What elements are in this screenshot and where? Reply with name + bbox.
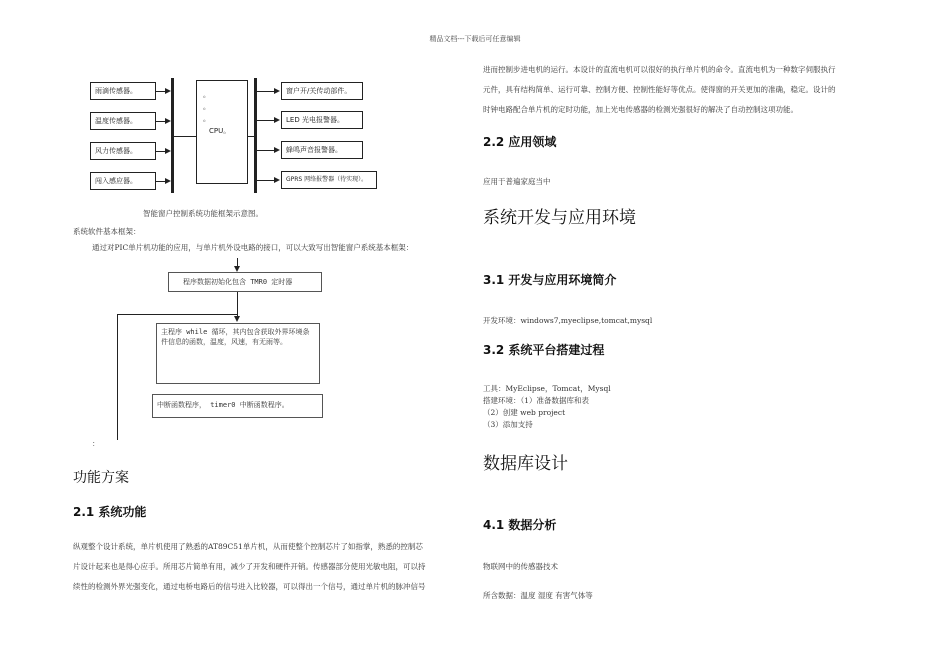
platform-setup-steps [483, 383, 611, 431]
sensor-box-wind: 风力传感器。 [90, 142, 156, 160]
heading-database-design: 数据库设计 [483, 454, 568, 474]
cpu-box [196, 80, 248, 184]
colon-mark: ： [92, 439, 100, 448]
heading-3-1-environment-intro: 3.1 开发与应用环境简介 [483, 273, 617, 287]
heading-2-2-application-field: 2.2 应用领域 [483, 135, 557, 149]
paragraph-line: 进而控制步进电机的运行。本设计的直流电机可以很好的执行单片机的命令。直流电机为一种数字伺服执行 [483, 65, 836, 74]
heading-3-2-platform-setup: 3.2 系统平台搭建过程 [483, 343, 605, 357]
flow-init-box: 程序数据初始化包含 TMR0 定时器 [168, 272, 322, 292]
sensor-box-intrusion: 闯入感应器。 [90, 172, 156, 190]
software-framework-label: 系统软件基本框架： [73, 227, 141, 236]
heading-function-scheme: 功能方案 [73, 470, 129, 486]
software-framework-desc: 通过对PIC单片机功能的应用，与单片机外设电路的接口，可以大致写出智能窗户系统基本框架： [92, 243, 414, 252]
dev-environment-text: 开发环境：windows7,myeclipse,tomcat,mysql [483, 316, 653, 325]
output-box-buzzer-alarm: 蜂鸣声音报警器。 [281, 141, 363, 159]
flow-loop-line [117, 314, 118, 440]
sensor-box-rain: 雨滴传感器。 [90, 82, 156, 100]
flow-main-loop-box: 主程序 while 循环，其内包含获取外界环境条件信息的函数，温度，风速，有无雨等。 [156, 323, 320, 384]
output-box-gprs-alarm: GPRS 网络报警器（待实现）。 [281, 171, 377, 189]
flow-interrupt-box: 中断函数程序， timer0 中断函数程序。 [152, 394, 323, 418]
application-text: 应用于普遍家庭当中 [483, 177, 551, 186]
iot-sensor-text: 物联网中的传感器技术 [483, 562, 558, 571]
setup-step: （3）添加支持 [483, 420, 533, 429]
cpu-label: CPU。 [209, 127, 231, 135]
paragraph-line: 时钟电路配合单片机的定时功能，加上光电传感器的检测光强很好的解决了自动控制这项功能。 [483, 105, 798, 114]
page-header: 精品文档---下载后可任意编辑 [429, 35, 521, 43]
continued-paragraph [483, 60, 883, 120]
tools-line: 工具：MyEclipse，Tomcat，Mysql [483, 384, 611, 393]
heading-dev-environment: 系统开发与应用环境 [483, 208, 636, 228]
paragraph-line: 元件，具有结构简单、运行可靠、控制方便、控制性能好等优点。使得窗的开关更加的准确，稳定。设计的 [483, 85, 836, 94]
cpu-mark: 。 [203, 115, 210, 123]
output-box-window-drive: 窗户开/关传动部件。 [281, 82, 363, 100]
system-function-paragraph [73, 537, 473, 597]
paragraph-line: 续性的检测外界光强变化，通过电桥电路后的信号进入比较器，可以得出一个信号，通过单片机的脉冲信号 [73, 582, 426, 591]
diagram-caption: 智能窗户控制系统功能框架示意图。 [143, 209, 263, 218]
setup-line: 搭建环境：（1）准备数据库和表 [483, 396, 590, 405]
cpu-mark: 。 [203, 91, 210, 99]
paragraph-line: 片设计起来也是得心应手。所用芯片简单有用，减少了开发和硬件开销。传感器部分使用光敏电阻，可以持 [73, 562, 426, 571]
setup-step: （2）创建 web project [483, 408, 566, 417]
output-bus-bar [254, 78, 257, 193]
output-box-led-alarm: LED 光电报警器。 [281, 111, 363, 129]
paragraph-line: 纵观整个设计系统，单片机使用了熟悉的AT89C51单片机，从而使整个控制芯片了如指掌，熟悉的控制芯 [73, 542, 423, 551]
data-contents-text: 所含数据：温度 湿度 有害气体等 [483, 591, 593, 600]
cpu-mark: 。 [203, 103, 210, 111]
heading-4-1-data-analysis: 4.1 数据分析 [483, 518, 557, 532]
sensor-box-temperature: 温度传感器。 [90, 112, 156, 130]
heading-2-1-system-function: 2.1 系统功能 [73, 505, 147, 519]
